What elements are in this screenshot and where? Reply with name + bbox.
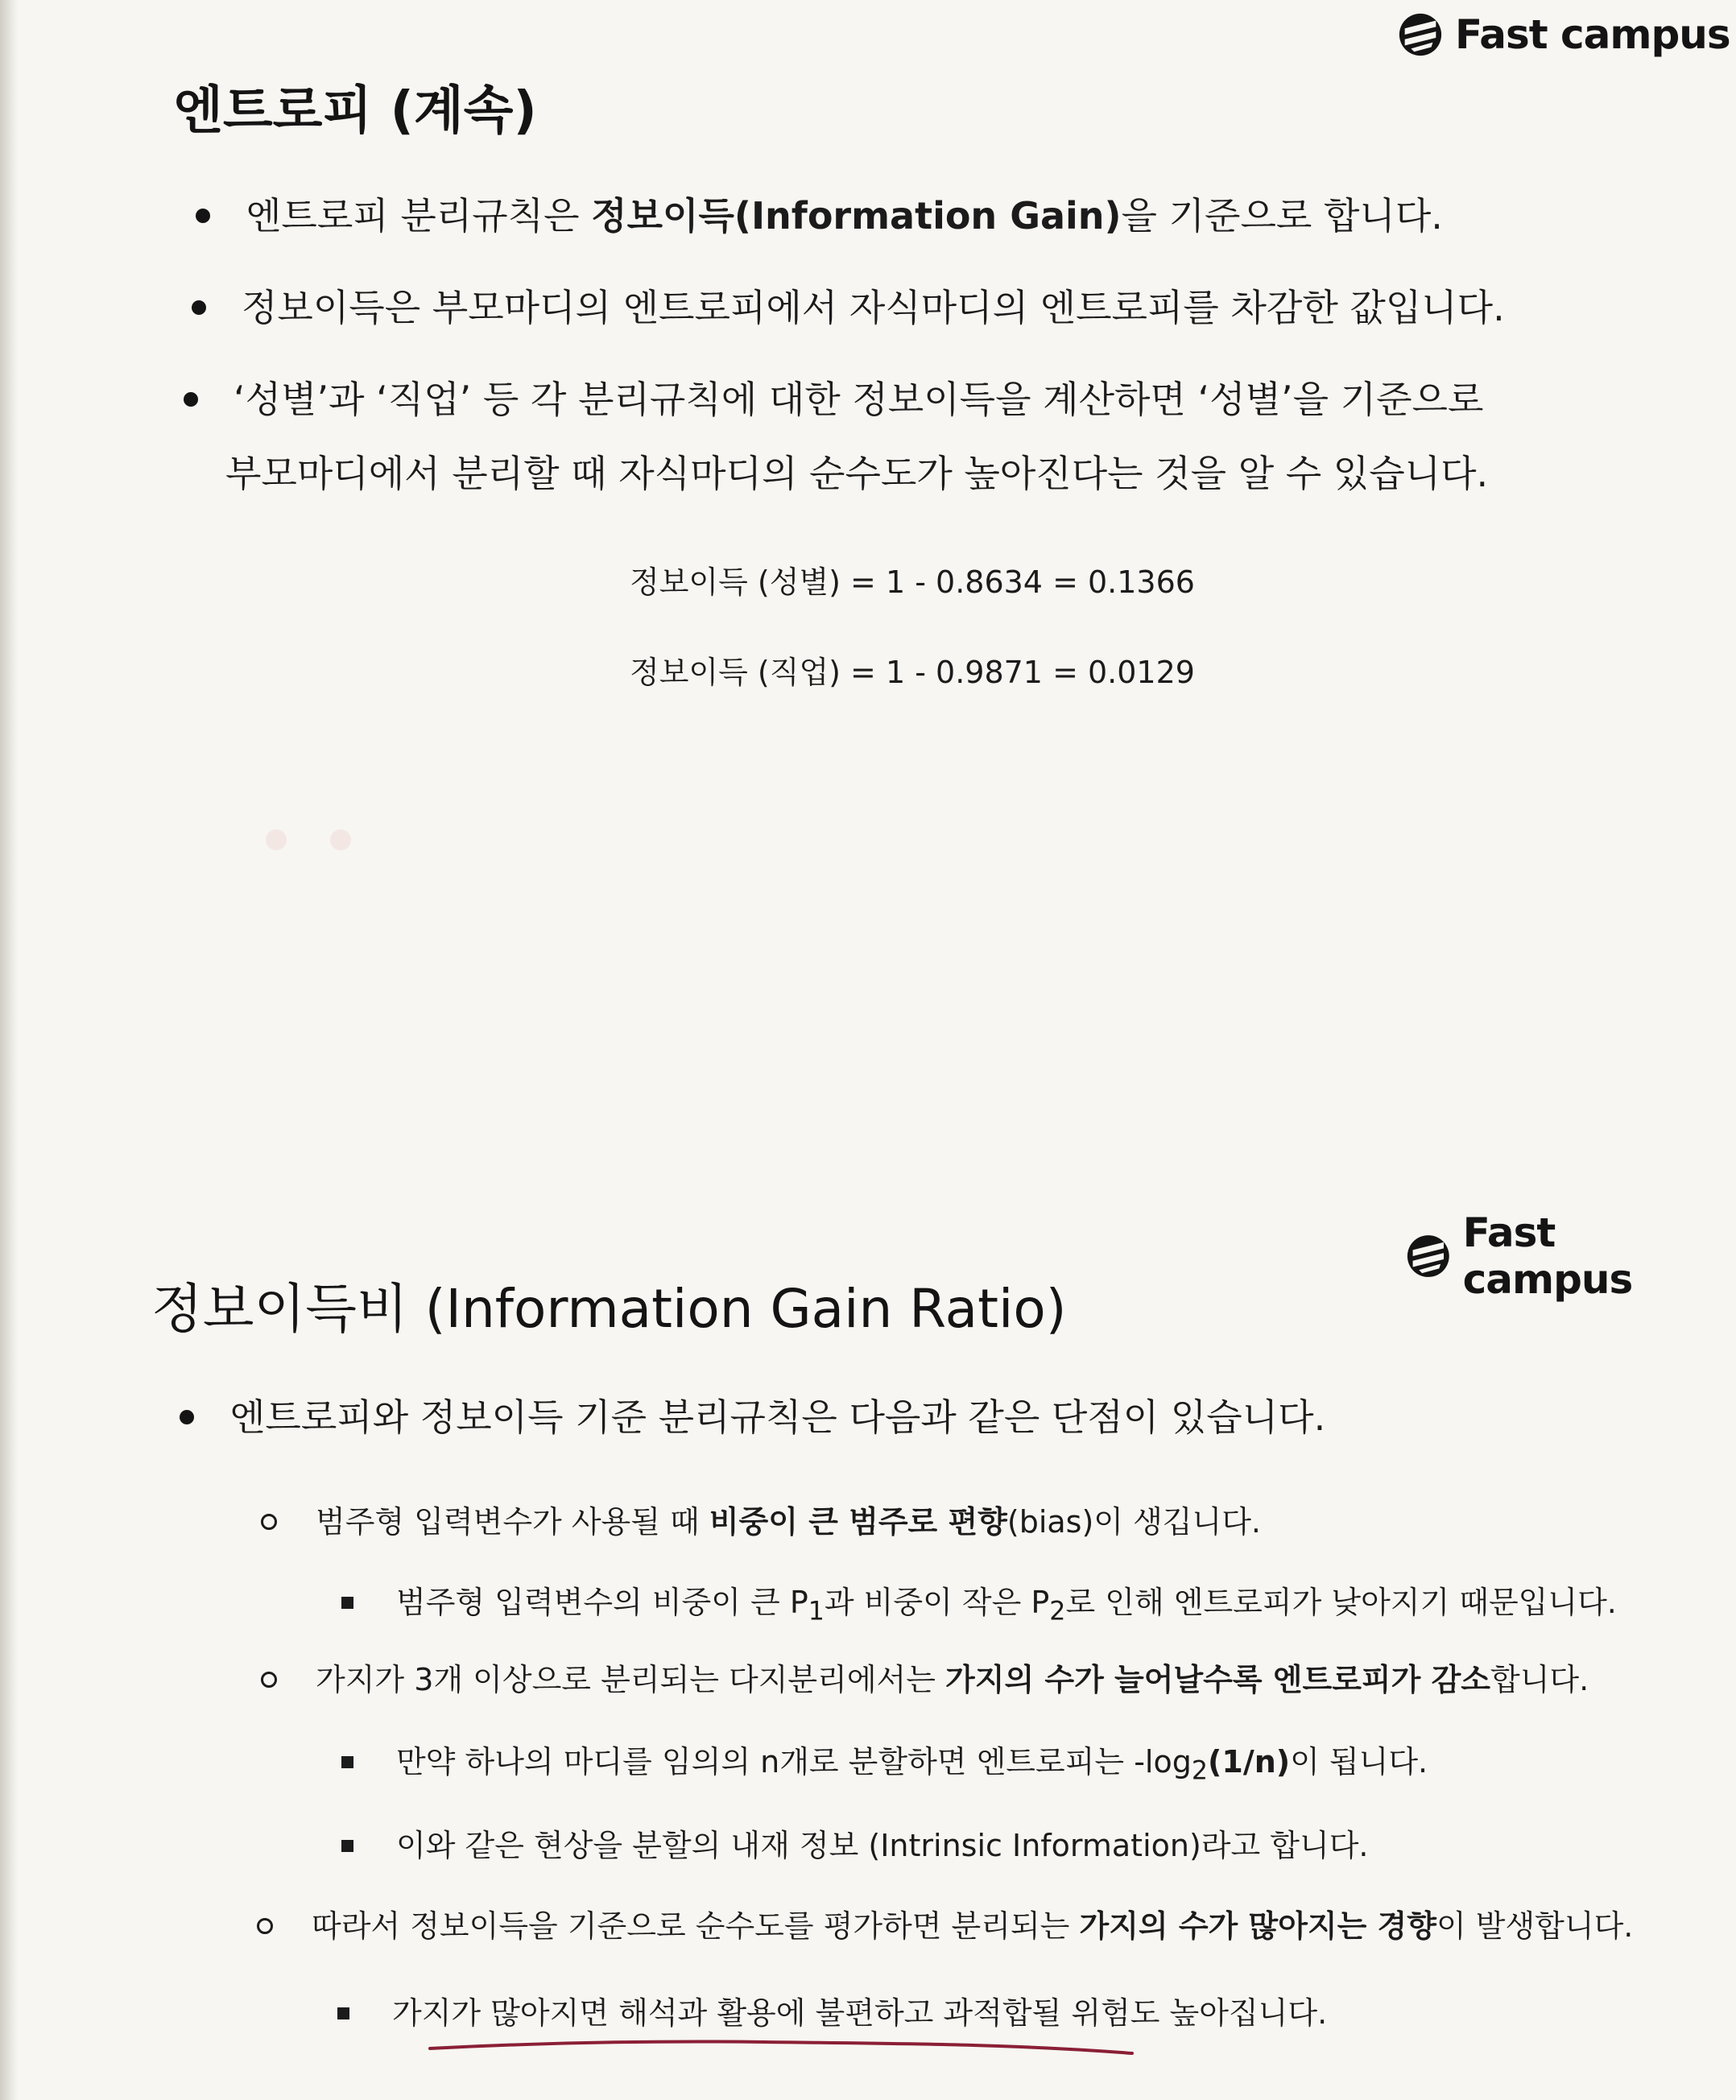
square-bullet-icon (341, 1756, 353, 1768)
page-title: 정보이득비 (Information Gain Ratio) (151, 1278, 1067, 1340)
bullet-item: 엔트로피 분리규칙은 정보이득(Information Gain)을 기준으로 합니다. (246, 179, 1443, 253)
bullet-dot-icon (196, 209, 210, 223)
paper-speck (266, 829, 287, 850)
sub-sub-bullet-item: 범주형 입력변수의 비중이 큰 $P_1$과 비중이 작은 $P_2$로 인해 엔트로피가 낮아지기 때문입니다. (396, 1578, 1617, 1636)
page-title: 엔트로피 (계속) (173, 81, 537, 141)
sub-sub-bullet-item: 이와 같은 현상을 분할의 내재 정보 (Intrinsic Information)라고 합니다. (396, 1821, 1369, 1870)
bullet-dot-icon (180, 1410, 194, 1424)
bullet-item: 엔트로피와 정보이득 기준 분리규칙은 다음과 같은 단점이 있습니다. (229, 1380, 1325, 1454)
hollow-circle-icon (257, 1918, 273, 1934)
formula-gender: 정보이득 (성별) = 1 - 0.8634 = 0.1366 (630, 564, 1195, 600)
fastcampus-logo-icon (1397, 11, 1444, 58)
square-bullet-icon (341, 1597, 353, 1609)
bold-text: 가지의 수가 늘어날수록 엔트로피가 감소 (945, 1662, 1490, 1697)
bold-text: (1/n) (1208, 1744, 1291, 1780)
handwritten-underline (427, 2036, 1135, 2060)
sub-bullet-item: 범주형 입력변수가 사용될 때 비중이 큰 범주로 편향(bias)이 생깁니다. (316, 1498, 1261, 1546)
bullet-dot-icon (192, 300, 206, 315)
fastcampus-logo-icon (1405, 1233, 1452, 1279)
bold-text: 비중이 큰 범주로 편향 (709, 1504, 1007, 1540)
bullet-item: 정보이득은 부모마디의 엔트로피에서 자식마디의 엔트로피를 차감한 값입니다. (242, 271, 1505, 345)
bullet-item (225, 362, 1602, 511)
fastcampus-logo (1405, 1209, 1736, 1303)
bullet-dot-icon (184, 392, 198, 407)
bold-text: 정보이득(Information Gain) (591, 194, 1122, 238)
sub-sub-bullet-item: 가지가 많아지면 해석과 활용에 불편하고 과적합될 위험도 높아집니다. (392, 1989, 1327, 2037)
logo-text: Fast campus (1455, 11, 1730, 58)
bold-text: 가지의 수가 많아지는 경향 (1079, 1908, 1436, 1944)
logo-text: Fast campus (1462, 1209, 1633, 1303)
bullet-line: 부모마디에서 분리할 때 자식마디의 순수도가 높아진다는 것을 알 수 있습니다. (225, 452, 1489, 495)
hollow-circle-icon (261, 1672, 277, 1688)
square-bullet-icon (341, 1840, 353, 1852)
sub-bullet-item: 가지가 3개 이상으로 분리되는 다지분리에서는 가지의 수가 늘어날수록 엔트로피가 감소합니다. (316, 1656, 1589, 1704)
hollow-circle-icon (261, 1514, 277, 1530)
sub-sub-bullet-item: 만약 하나의 마디를 임의의 n개로 분할하면 엔트로피는 $-\log_2(1/n)$이 됩니다. (396, 1738, 1428, 1796)
sub-bullet-item: 따라서 정보이득을 기준으로 순수도를 평가하면 분리되는 가지의 수가 많아지는 경향이 발생합니다. (312, 1902, 1633, 1950)
paper-speck (330, 829, 351, 850)
formula-job: 정보이득 (직업) = 1 - 0.9871 = 0.0129 (630, 655, 1195, 690)
square-bullet-icon (337, 2007, 349, 2019)
fastcampus-logo (1397, 11, 1730, 58)
bullet-line: ‘성별’과 ‘직업’ 등 각 분리규칙에 대한 정보이득을 계산하면 ‘성별’을 기준으로 (234, 378, 1484, 421)
